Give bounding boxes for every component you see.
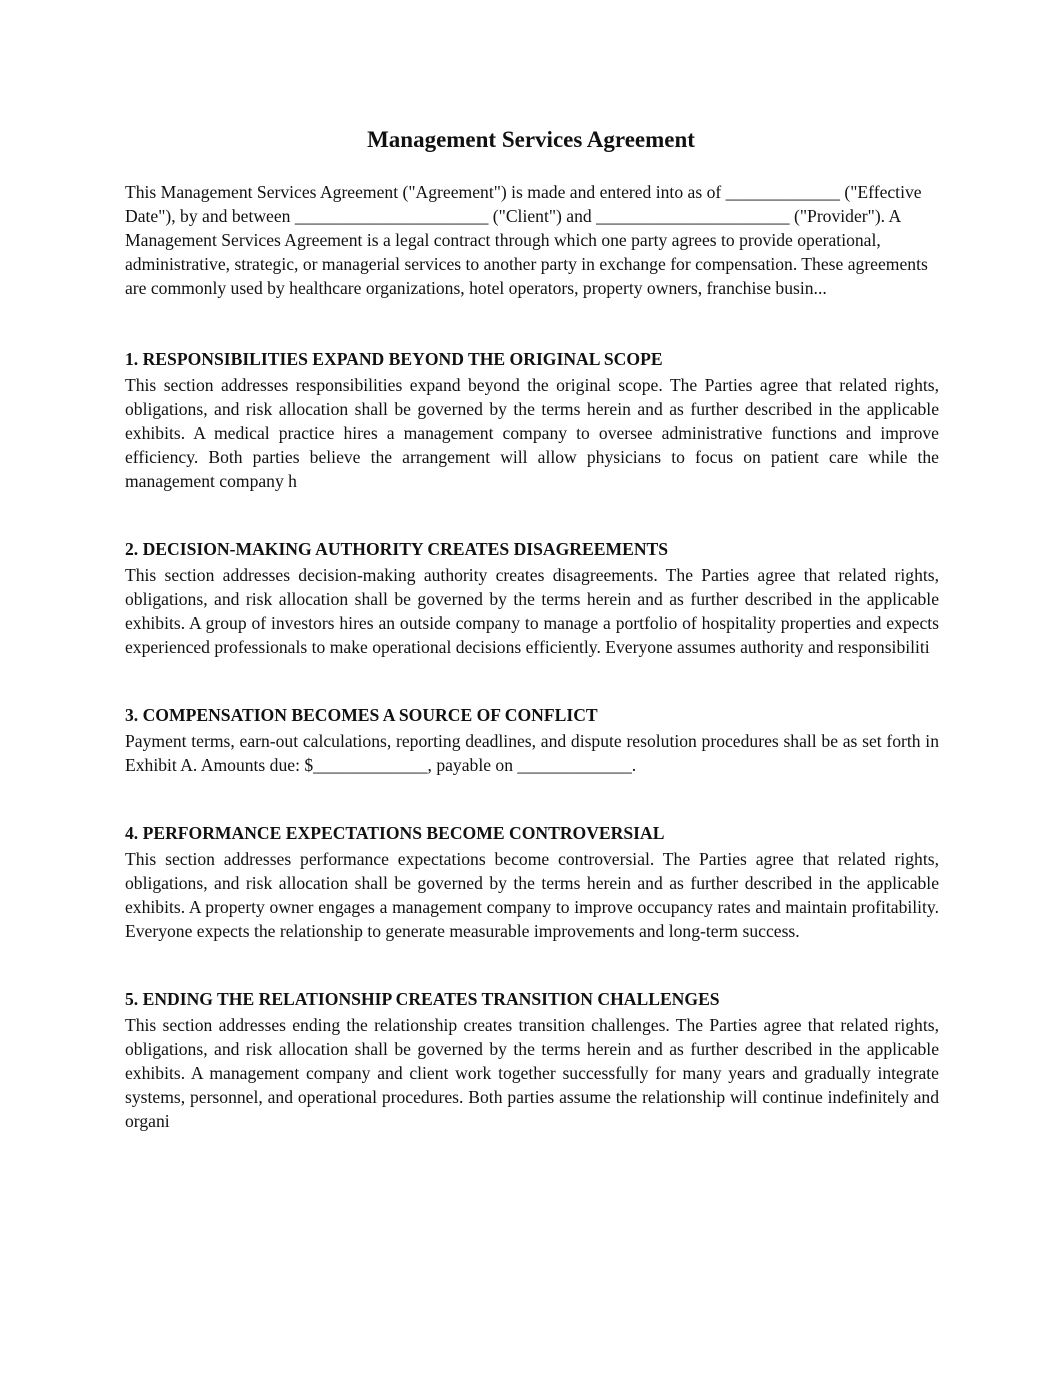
section-heading: 3. COMPENSATION BECOMES A SOURCE OF CONFLICT [125,705,598,725]
section-1 [125,347,939,493]
document-body [125,180,939,1133]
section-heading: 2. DECISION-MAKING AUTHORITY CREATES DISAGREEMENTS [125,539,669,559]
section-body: This section addresses decision-making authority creates disagreements. The Parties agree that related rights, obligations, and risk allocation shall be governed by the terms herein and as further described in the applicable exhibits. A group of investors hires an outside company to manage a portfolio of hospitality properties and expects experienced professionals to make operational decisions efficiently. Everyone assumes authority and responsibiliti [125,565,939,657]
section-4 [125,821,939,943]
document-title: Management Services Agreement [367,127,695,152]
section-body: This section addresses performance expectations become controversial. The Parties agree that related rights, obligations, and risk allocation shall be governed by the terms herein and as further described in the applicable exhibits. A property owner engages a management company to improve occupancy rates and maintain profitability. Everyone expects the relationship to generate measurable improvements and long-term success. [125,849,939,941]
section-5 [125,987,939,1133]
section-3 [125,703,939,777]
section-heading: 4. PERFORMANCE EXPECTATIONS BECOME CONTROVERSIAL [125,823,665,843]
section-heading: 1. RESPONSIBILITIES EXPAND BEYOND THE ORIGINAL SCOPE [125,349,663,369]
section-body: This section addresses ending the relationship creates transition challenges. The Parties agree that related rights, obligations, and risk allocation shall be governed by the terms herein and as further described in the applicable exhibits. A management company and client work together successfully for many years and gradually integrate systems, personnel, and operational procedures. Both parties assume the relationship will continue indefinitely and organi [125,1015,939,1131]
intro-paragraph: This Management Services Agreement ("Agreement") is made and entered into as of _____________ ("Effective Date"), by and between ______________________ ("Client") and ______________________ ("Provider"). A Management Services Agreement is a legal contract through which one party agrees to provide operational, administrative, strategic, or managerial services to another party in exchange for compensation. These agreements are commonly used by healthcare organizations, hotel operators, property owners, franchise busin... [125,182,928,298]
section-heading: 5. ENDING THE RELATIONSHIP CREATES TRANSITION CHALLENGES [125,989,720,1009]
section-body: This section addresses responsibilities expand beyond the original scope. The Parties agree that related rights, obligations, and risk allocation shall be governed by the terms herein and as further described in the applicable exhibits. A medical practice hires a management company to oversee administrative functions and improve efficiency. Both parties believe the arrangement will allow physicians to focus on patient care while the management company h [125,375,939,491]
section-body: Payment terms, earn-out calculations, reporting deadlines, and dispute resolution procedures shall be as set forth in Exhibit A. Amounts due: $_____________, payable on _____________. [125,731,939,775]
section-2 [125,537,939,659]
